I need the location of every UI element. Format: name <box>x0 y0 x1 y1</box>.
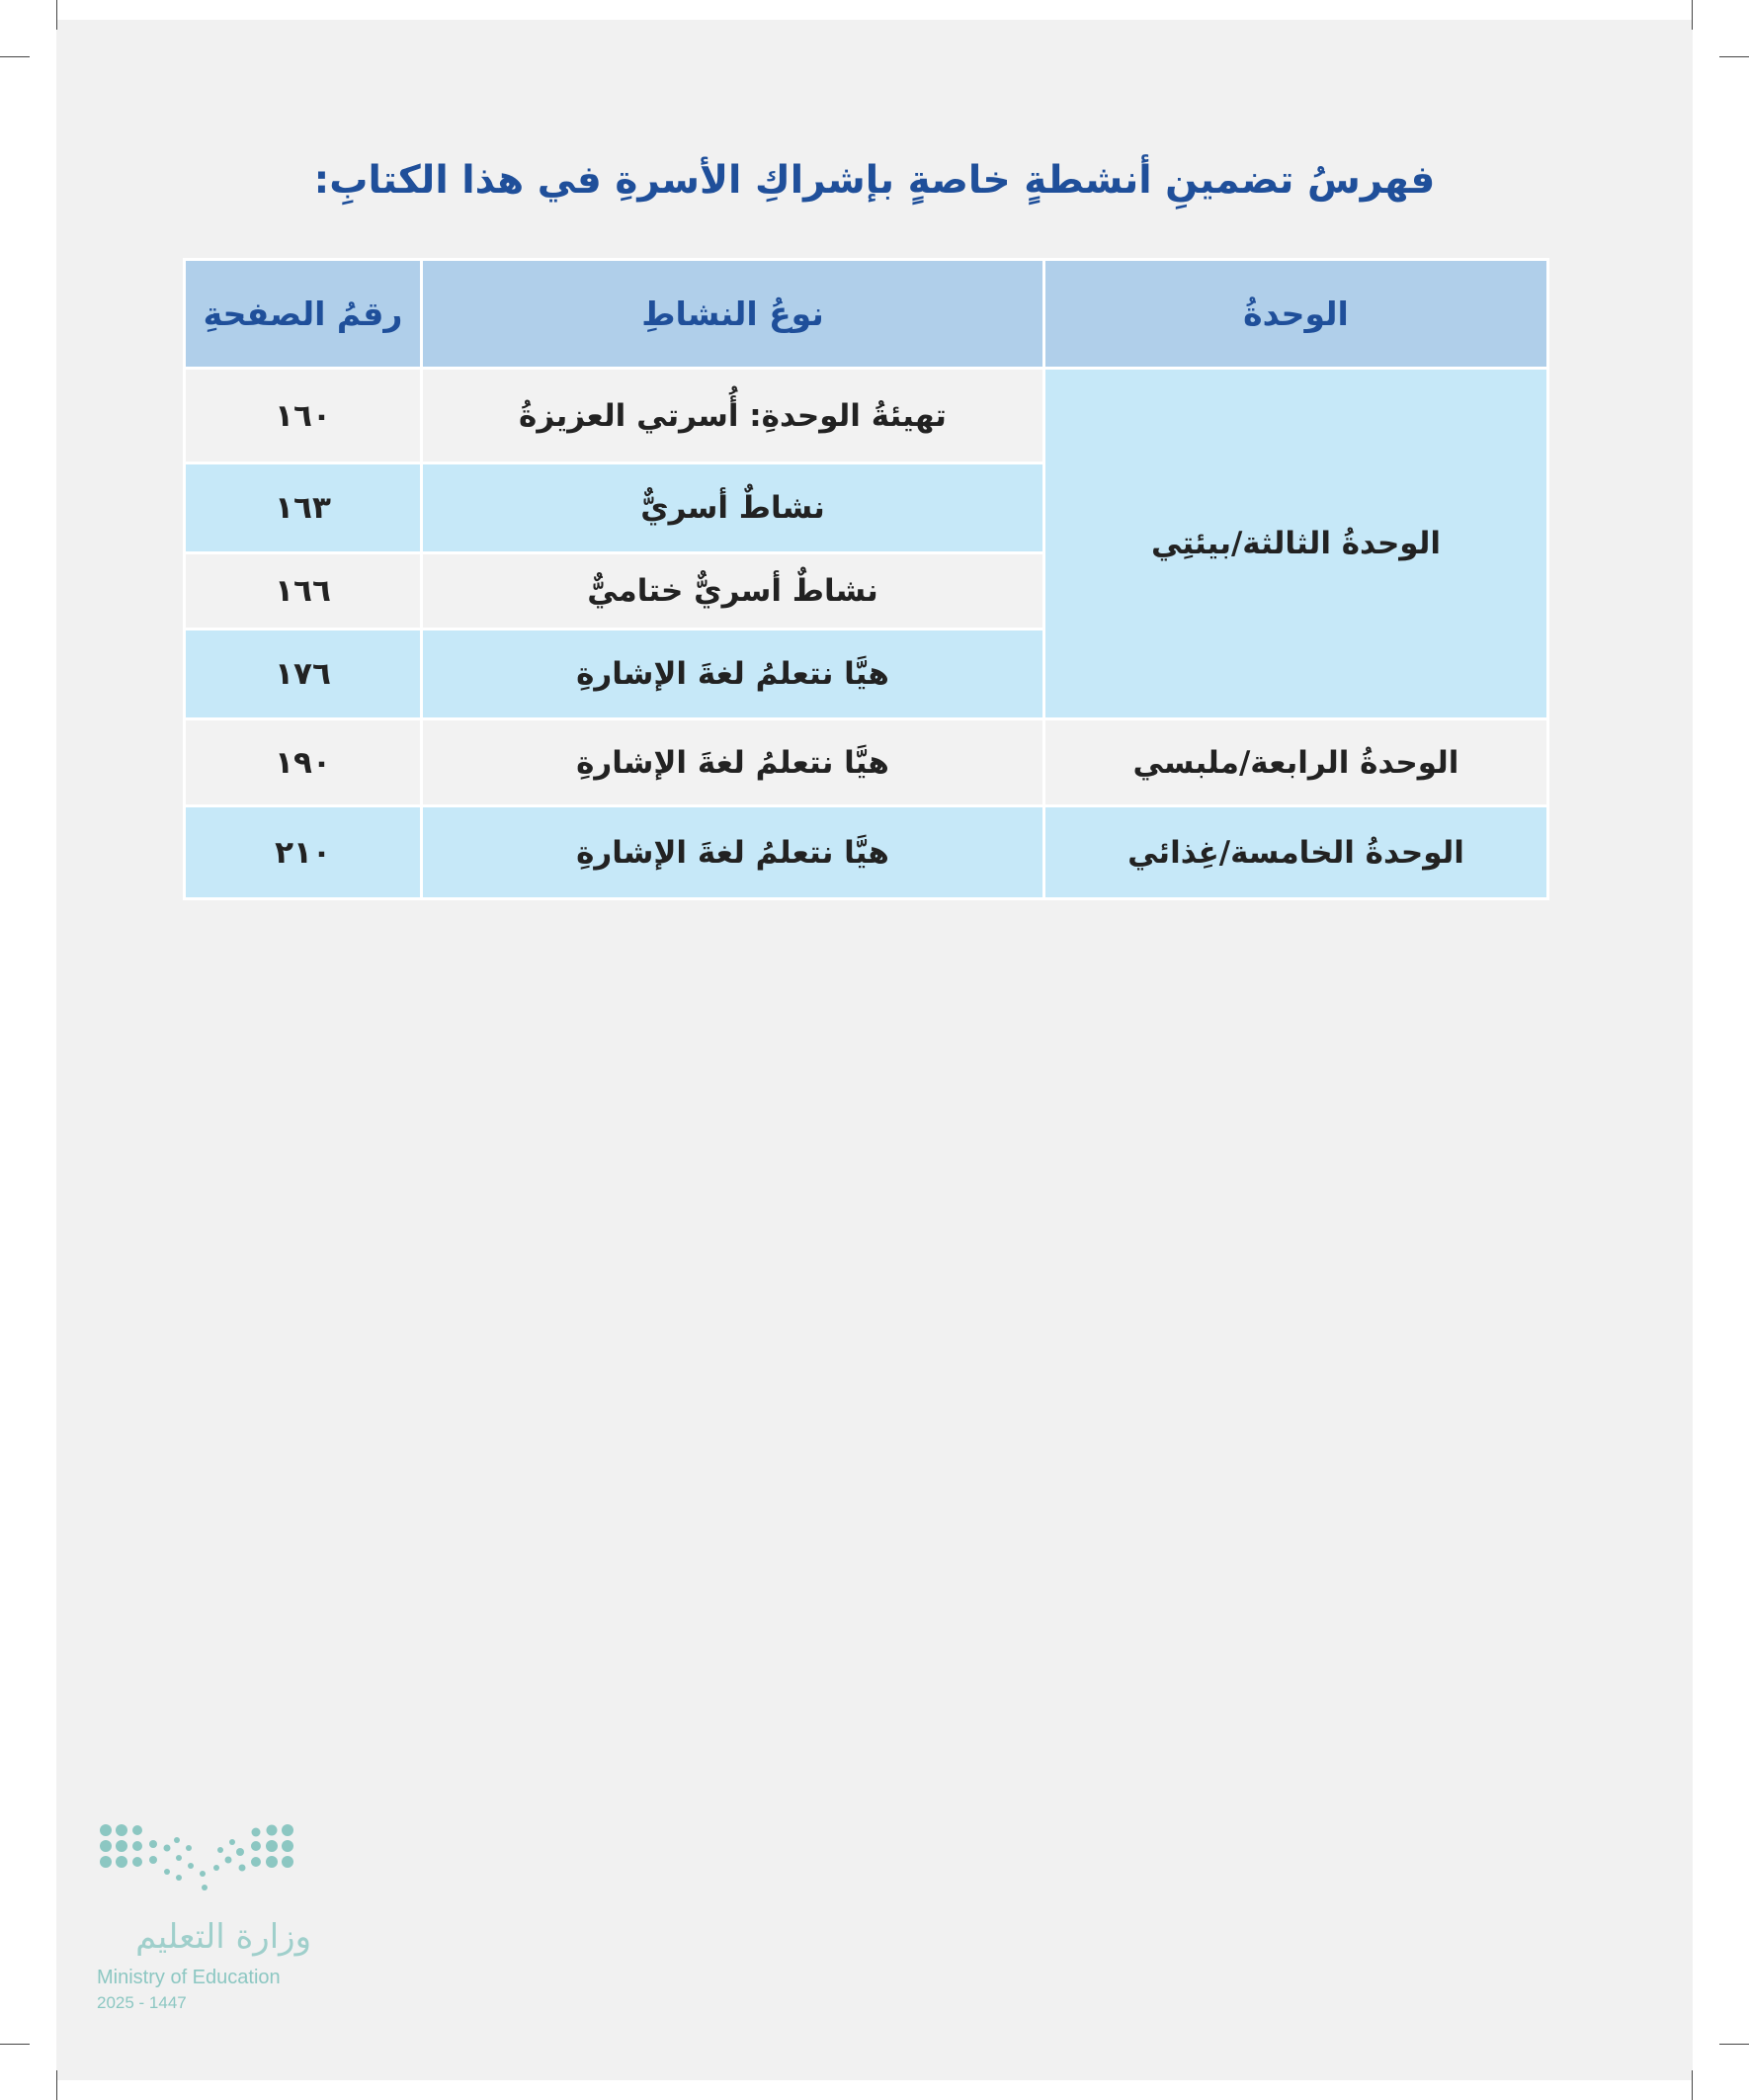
unit-cell: الوحدةُ الخامسة/غِذائي <box>1044 806 1548 899</box>
ministry-logo <box>94 1818 321 2036</box>
ministry-year: 2025 - 1447 <box>97 1993 187 2012</box>
crop-mark <box>1692 2070 1693 2100</box>
page-number-cell: ٢١٠ <box>185 806 422 899</box>
crop-mark <box>0 56 30 57</box>
page-title: فهرسُ تضمينِ أنشطةٍ خاصةٍ بإشراكِ الأسرةِ في هذا الكتابِ: <box>313 158 1436 203</box>
activity-cell: نشاطٌ أسريٌّ ختاميٌّ <box>422 553 1044 630</box>
table-row <box>185 369 1548 463</box>
crop-mark <box>1692 0 1693 30</box>
page-number-cell: ١٦٠ <box>185 369 422 463</box>
header-activity: نوعُ النشاطِ <box>422 260 1044 369</box>
crop-mark <box>1719 56 1749 57</box>
crop-mark <box>1719 2044 1749 2045</box>
table-row <box>185 806 1548 899</box>
activity-cell: هيَّا نتعلمُ لغةَ الإشارةِ <box>422 806 1044 899</box>
page-number-cell: ١٦٦ <box>185 553 422 630</box>
ministry-name-english: Ministry of Education <box>97 1967 281 1988</box>
page-number-cell: ١٩٠ <box>185 719 422 806</box>
ministry-logo-dots-icon <box>94 1818 311 1897</box>
crop-mark <box>56 2070 57 2100</box>
family-activities-table <box>183 258 1549 900</box>
activity-cell: هيَّا نتعلمُ لغةَ الإشارةِ <box>422 630 1044 719</box>
ministry-name-arabic: وزارة التعليم <box>135 1917 311 1957</box>
unit-cell: الوحدةُ الثالثة/بيئتِي <box>1044 369 1548 719</box>
activity-cell: تهيئةُ الوحدةِ: أُسرتي العزيزةُ <box>422 369 1044 463</box>
page-number-cell: ١٦٣ <box>185 463 422 553</box>
activity-cell: هيَّا نتعلمُ لغةَ الإشارةِ <box>422 719 1044 806</box>
header-unit: الوحدةُ <box>1044 260 1548 369</box>
page-number-cell: ١٧٦ <box>185 630 422 719</box>
activity-cell: نشاطٌ أسريٌّ <box>422 463 1044 553</box>
table-row <box>185 719 1548 806</box>
header-page: رقمُ الصفحةِ <box>185 260 422 369</box>
crop-mark <box>56 0 57 30</box>
crop-mark <box>0 2044 30 2045</box>
unit-cell: الوحدةُ الرابعة/ملبسي <box>1044 719 1548 806</box>
